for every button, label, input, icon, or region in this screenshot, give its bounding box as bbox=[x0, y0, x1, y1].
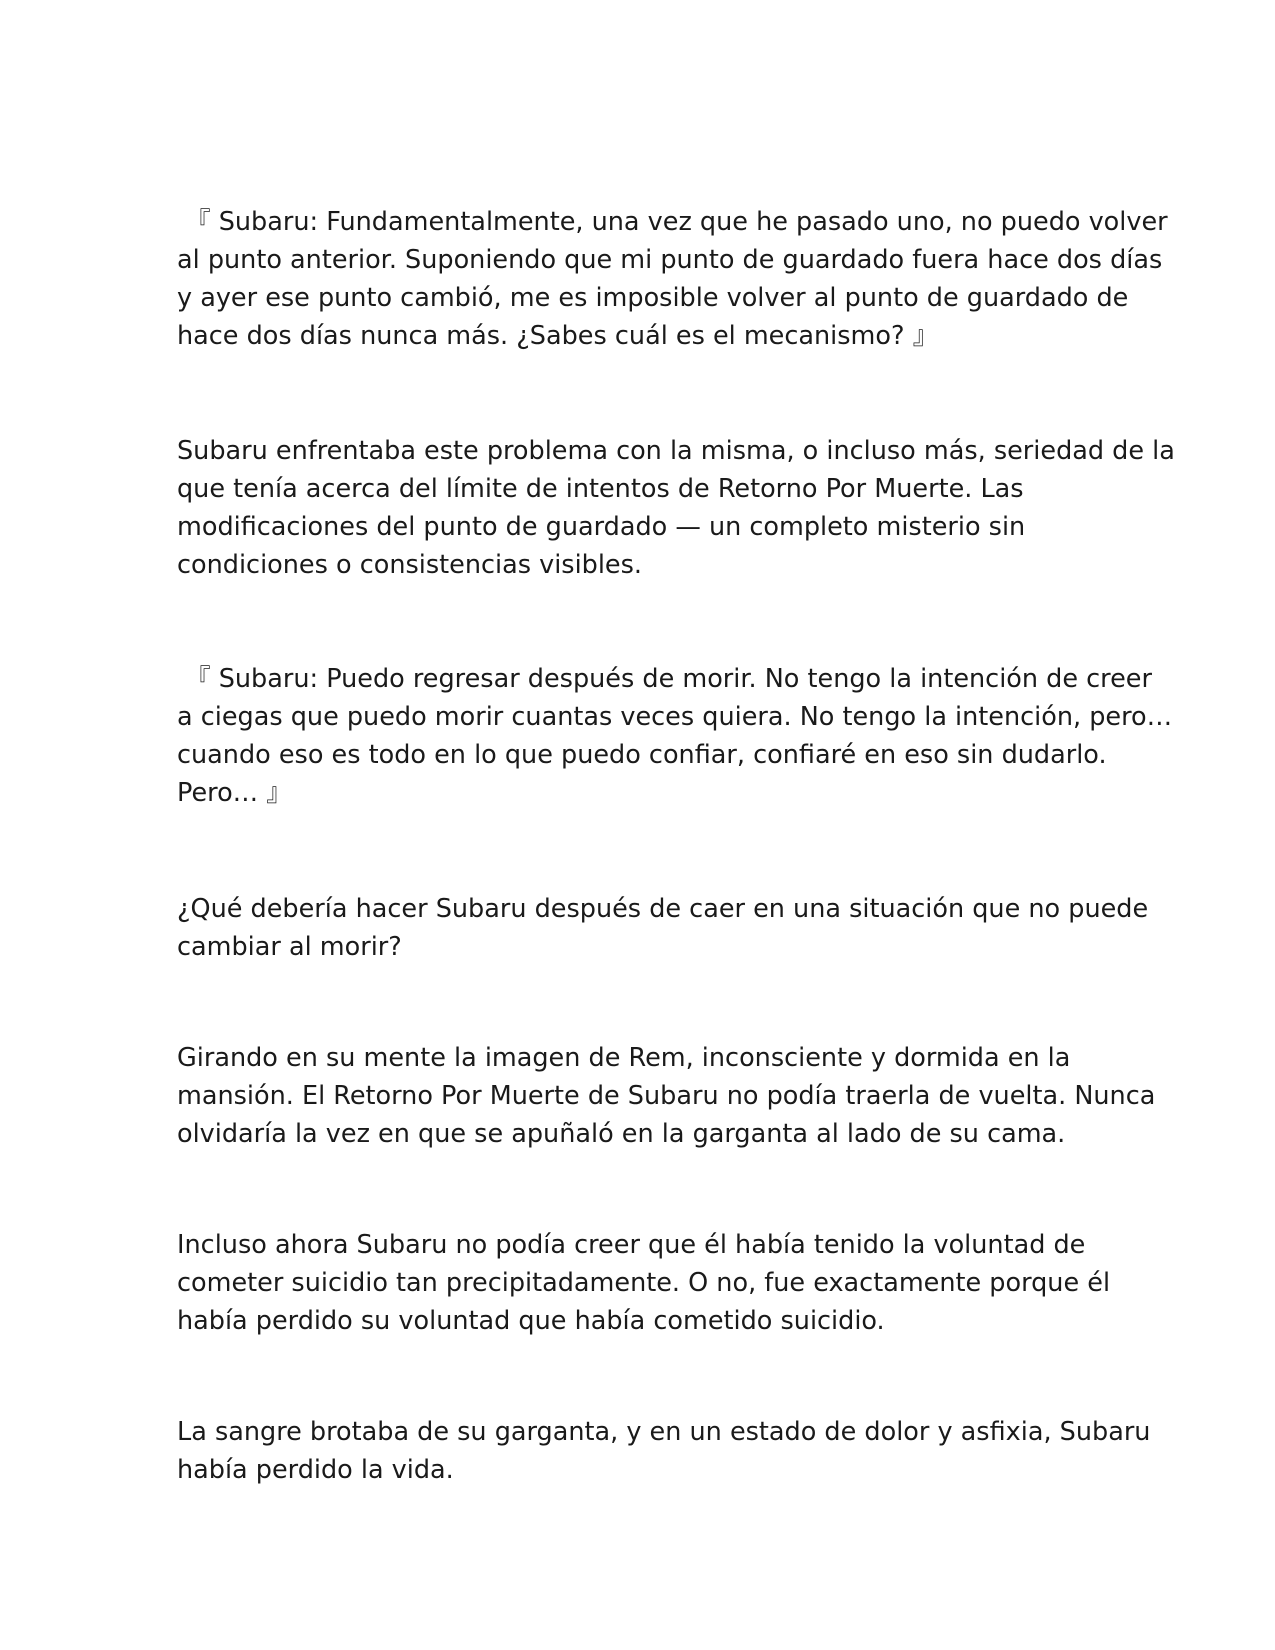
text-line: ¿Qué debería hacer Subaru después de caer en una situación que no puede bbox=[177, 894, 1149, 924]
text-line: Subaru enfrentaba este problema con la misma, o incluso más, seriedad de la bbox=[177, 436, 1175, 466]
text-line: cuando eso es todo en lo que puedo confiar, confiaré en eso sin dudarlo. bbox=[177, 740, 1107, 770]
paragraph-5 bbox=[177, 1039, 1156, 1153]
text-line: a ciegas que puedo morir cuantas veces quiera. No tengo la intención, pero… bbox=[177, 702, 1173, 732]
text-line: había perdido la vida. bbox=[177, 1455, 454, 1485]
text-line: y ayer ese punto cambió, me es imposible volver al punto de guardado de bbox=[177, 283, 1129, 313]
text-line: había perdido su voluntad que había cometido suicidio. bbox=[177, 1306, 885, 1336]
paragraph-1-dialogue bbox=[177, 203, 1168, 355]
text-line: Girando en su mente la imagen de Rem, inconsciente y dormida en la bbox=[177, 1043, 1071, 1073]
paragraph-7 bbox=[177, 1413, 1151, 1489]
text-line: cometer suicidio tan precipitadamente. O no, fue exactamente porque él bbox=[177, 1268, 1111, 1298]
paragraph-6 bbox=[177, 1226, 1117, 1340]
paragraph-4 bbox=[177, 890, 1149, 966]
text-line: cambiar al morir? bbox=[177, 932, 402, 962]
paragraph-3-dialogue bbox=[177, 660, 1173, 812]
text-line: hace dos días nunca más. ¿Sabes cuál es el mecanismo? 』 bbox=[177, 321, 939, 351]
text-line: que tenía acerca del límite de intentos de Retorno Por Muerte. Las bbox=[177, 474, 1024, 504]
text-line: La sangre brotaba de su garganta, y en un estado de dolor y asfixia, Subaru bbox=[177, 1417, 1151, 1447]
text-line: 『 Subaru: Fundamentalmente, una vez que he pasado uno, no puedo volver bbox=[177, 207, 1168, 237]
text-line: Pero… 』 bbox=[177, 778, 292, 808]
paragraph-2 bbox=[177, 432, 1175, 584]
text-line: 『 Subaru: Puedo regresar después de morir. No tengo la intención de creer bbox=[177, 664, 1152, 694]
text-line: olvidaría la vez en que se apuñaló en la garganta al lado de su cama. bbox=[177, 1119, 1066, 1149]
text-line: modificaciones del punto de guardado — un completo misterio sin bbox=[177, 512, 1026, 542]
text-line: al punto anterior. Suponiendo que mi punto de guardado fuera hace dos días bbox=[177, 245, 1163, 275]
text-line: condiciones o consistencias visibles. bbox=[177, 550, 643, 580]
text-line: mansión. El Retorno Por Muerte de Subaru no podía traerla de vuelta. Nunca bbox=[177, 1081, 1156, 1111]
text-line: Incluso ahora Subaru no podía creer que él había tenido la voluntad de bbox=[177, 1230, 1086, 1260]
